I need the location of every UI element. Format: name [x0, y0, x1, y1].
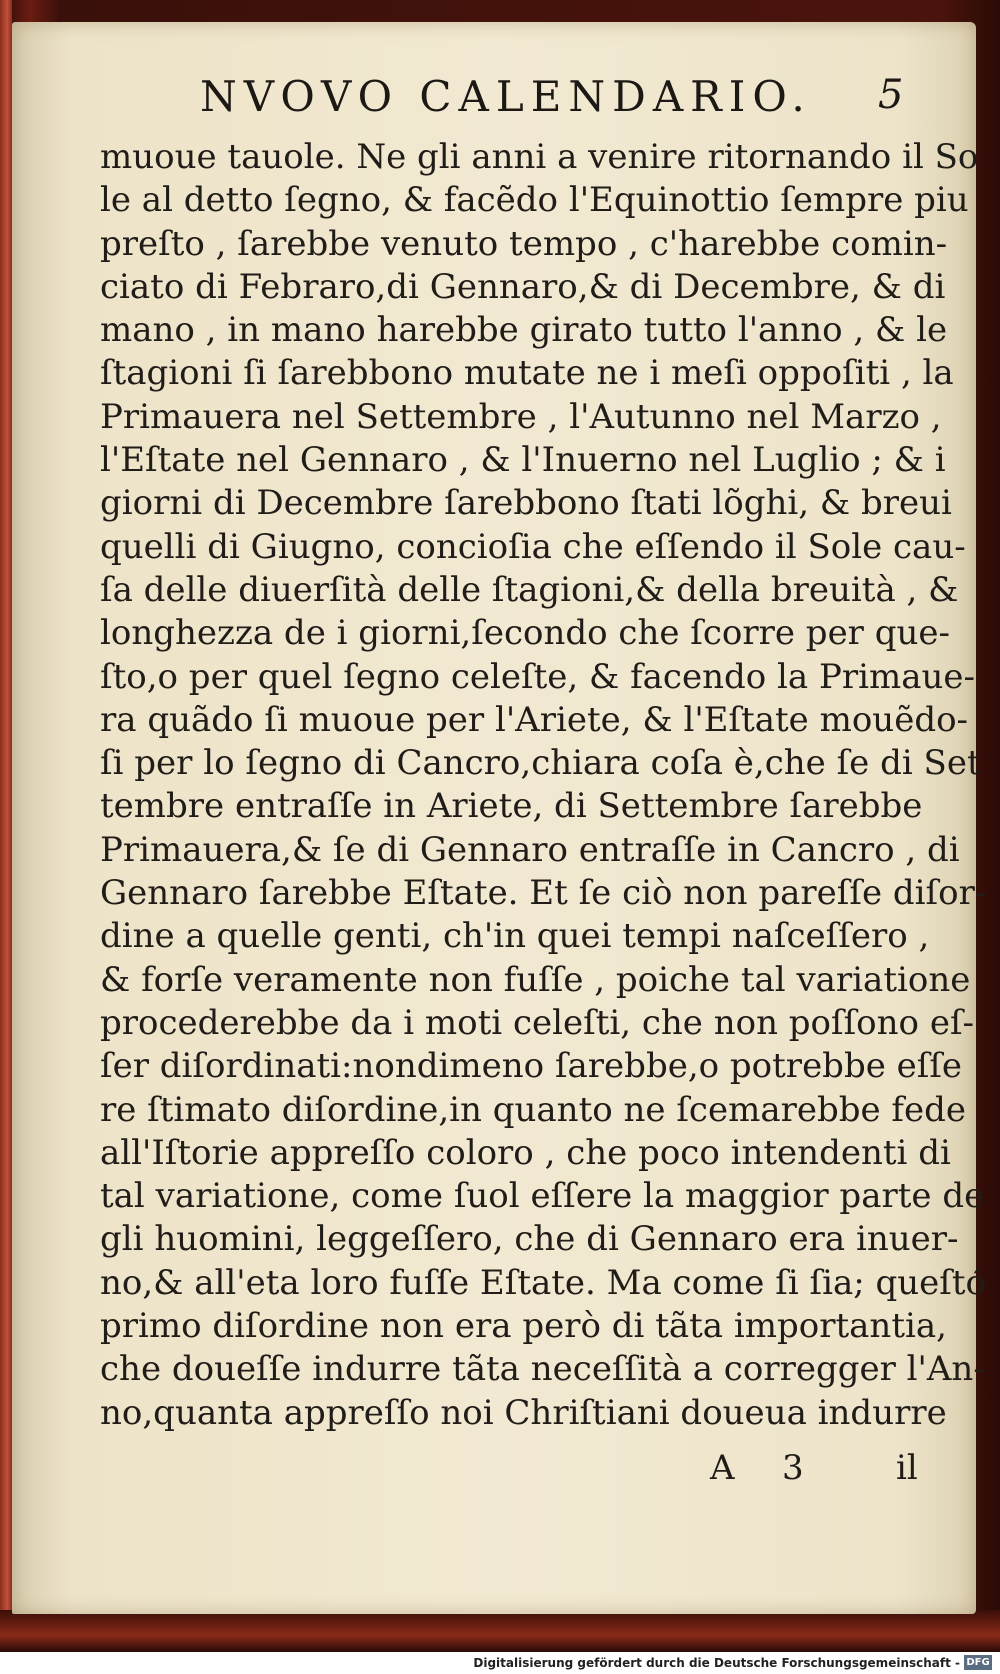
text-line: preſto , ſarebbe venuto tempo , c'harebbe comin- — [100, 223, 948, 264]
text-line: che doueſſe indurre tãta neceſſità a corregger l'An- — [100, 1349, 985, 1390]
text-line: longhezza de i giorni,ſecondo che ſcorre per que- — [100, 613, 951, 654]
text-line: tal variatione, come ſuol eſſere la maggior parte de — [100, 1176, 985, 1217]
text-line: ſi per lo ſegno di Cancro,chiara coſa è,che ſe di Set — [100, 743, 981, 784]
funding-credit: Digitalisierung gefördert durch die Deutsche Forschungsgemeinschaft - — [473, 1656, 960, 1670]
signature-letter: A — [710, 1448, 735, 1488]
text-line: ra quãdo ſi muoue per l'Ariete, & l'Eſtate mouẽdo- — [100, 699, 969, 740]
body-text — [100, 136, 987, 1435]
text-line: & forſe veramente non fuſſe , poiche tal variatione — [100, 959, 971, 1000]
text-line: procederebbe da i moti celeſti, che non poſſono eſ- — [100, 1002, 975, 1043]
text-line: all'Iſtorie appreſſo coloro , che poco intendenti di — [100, 1132, 951, 1173]
text-line: primo diſordine non era però di tãta importantia, — [100, 1306, 947, 1347]
page-number: 5 — [878, 72, 904, 118]
text-line: gli huomini, leggeſſero, che di Gennaro era inuer- — [100, 1219, 959, 1260]
text-line: le al detto ſegno, & facẽdo l'Equinottio ſempre piu — [100, 180, 969, 221]
text-line: quelli di Giugno, concioſia che eſſendo il Sole cau- — [100, 526, 966, 567]
book-edge-left — [0, 0, 12, 1652]
text-line: giorni di Decembre ſarebbono ſtati lõghi, & breui — [100, 483, 952, 524]
text-line: Primauera,& ſe di Gennaro entraſſe in Cancro , di — [100, 829, 960, 870]
text-line: tembre entraſſe in Ariete, di Settembre ſarebbe — [100, 786, 923, 827]
signature-number: 3 — [782, 1448, 804, 1488]
running-head: NVOVO CALENDARIO. — [200, 72, 812, 121]
catchword: il — [896, 1448, 918, 1488]
text-line: mano , in mano harebbe girato tutto l'anno , & le — [100, 310, 948, 351]
text-line: ſer diſordinati:nondimeno ſarebbe,o potrebbe eſſe — [100, 1046, 963, 1087]
signature-line — [100, 1446, 920, 1490]
book-edge-bottom — [0, 1610, 1000, 1652]
text-line: Gennaro ſarebbe Eſtate. Et ſe ciò non pareſſe diſor- — [100, 873, 987, 914]
text-line: no,quanta appreſſo noi Chriſtiani doueua indurre — [100, 1392, 947, 1433]
text-line: no,& all'eta loro fuſſe Eſtate. Ma come ſi ſia; queſtó — [100, 1262, 986, 1303]
text-line: re ſtimato diſordine,in quanto ne ſcemarebbe fede — [100, 1089, 967, 1130]
text-line: dine a quelle genti, ch'in quei tempi naſceſſero , — [100, 916, 930, 957]
dfg-logo: DFG — [964, 1655, 992, 1670]
text-line: ſa delle diuerſità delle ſtagioni,& della breuità , & — [100, 569, 959, 610]
text-line: ciato di Febraro,di Gennaro,& di Decembre, & di — [100, 266, 946, 307]
text-line: muoue tauole. Ne gli anni a venire ritornando il So — [100, 137, 979, 177]
text-line: l'Eſtate nel Gennaro , & l'Inuerno nel Luglio ; & i — [100, 440, 946, 481]
text-line: ſtagioni ſi ſarebbono mutate ne i meſi oppoſiti , la — [100, 353, 954, 394]
text-line: Primauera nel Settembre , l'Autunno nel Marzo , — [100, 396, 942, 437]
text-line: ſto,o per quel ſegno celeſte, & facendo la Primaue- — [100, 656, 976, 697]
